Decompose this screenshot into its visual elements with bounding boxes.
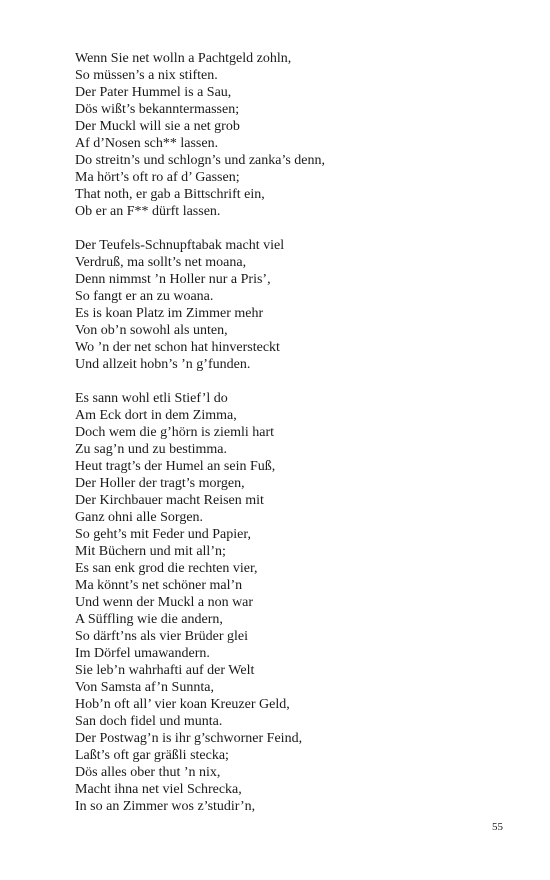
poem-line: Ma hört’s oft ro af d’ Gassen; xyxy=(75,170,240,185)
poem-line: Der Kirchbauer macht Reisen mit xyxy=(75,493,264,508)
poem-line: So müssen’s a nix stiften. xyxy=(75,68,218,83)
poem-line: So därft’ns als vier Brüder glei xyxy=(75,629,249,644)
stanza xyxy=(75,237,515,373)
poem-line: Im Dörfel umawandern. xyxy=(75,646,210,661)
poem-line: Ob er an F** dürft lassen. xyxy=(75,204,221,219)
poem-line: Und wenn der Muckl a non war xyxy=(75,595,254,610)
poem-line: Der Muckl will sie a net grob xyxy=(75,119,240,134)
poem-line: Zu sag’n und zu bestimma. xyxy=(75,442,228,457)
poem-line: So fangt er an zu woana. xyxy=(75,289,214,304)
poem-line: Dös alles ober thut ’n nix, xyxy=(75,765,221,780)
poem-line: That noth, er gab a Bittschrift ein, xyxy=(75,187,265,202)
poem-line: San doch fidel und munta. xyxy=(75,714,223,729)
poem-line: Der Holler der tragt’s morgen, xyxy=(75,476,245,491)
poem-line: Von Samsta af’n Sunnta, xyxy=(75,680,214,695)
poem-line: Af d’Nosen sch** lassen. xyxy=(75,136,219,151)
poem-line: Heut tragt’s der Humel an sein Fuß, xyxy=(75,459,276,474)
poem-line: Ma könnt’s net schöner mal’n xyxy=(75,578,243,593)
poem-line: Ganz ohni alle Sorgen. xyxy=(75,510,204,525)
stanza xyxy=(75,50,515,220)
poem-line: A Süffling wie die andern, xyxy=(75,612,223,627)
poem-line: Der Teufels-Schnupftabak macht viel xyxy=(75,238,285,253)
page-number: 55 xyxy=(492,821,503,833)
poem-line: Hob’n oft all’ vier koan Kreuzer Geld, xyxy=(75,697,290,712)
poem-line: Laßt’s oft gar gräßli stecka; xyxy=(75,748,229,763)
poem-line: Es sann wohl etli Stief’l do xyxy=(75,391,228,406)
stanza xyxy=(75,390,515,815)
poem-line: Verdruß, ma sollt’s net moana, xyxy=(75,255,247,270)
poem-line: Do streitn’s und schlogn’s und zanka’s denn, xyxy=(75,153,326,168)
poem-line: Dös wißt’s bekanntermassen; xyxy=(75,102,240,117)
poem-line: Es san enk grod die rechten vier, xyxy=(75,561,258,576)
poem-line: Am Eck dort in dem Zimma, xyxy=(75,408,237,423)
poem-text xyxy=(75,50,515,815)
poem-line: Von ob’n sowohl als unten, xyxy=(75,323,228,338)
poem-line: Wenn Sie net wolln a Pachtgeld zohln, xyxy=(75,51,292,66)
poem-line: In so an Zimmer wos z’studir’n, xyxy=(75,799,256,814)
poem-line: Doch wem die g’hörn is ziemli hart xyxy=(75,425,275,440)
poem-line: Und allzeit hobn’s ’n g’funden. xyxy=(75,357,251,372)
poem-line: Es is koan Platz im Zimmer mehr xyxy=(75,306,264,321)
poem-line: Sie leb’n wahrhafti auf der Welt xyxy=(75,663,255,678)
poem-line: Denn nimmst ’n Holler nur a Pris’, xyxy=(75,272,271,287)
poem-line: Wo ’n der net schon hat hinversteckt xyxy=(75,340,280,355)
poem-line: Der Postwag’n is ihr g’schworner Feind, xyxy=(75,731,303,746)
poem-line: Mit Büchern und mit all’n; xyxy=(75,544,226,559)
poem-line: So geht’s mit Feder und Papier, xyxy=(75,527,251,542)
poem-line: Macht ihna net viel Schrecka, xyxy=(75,782,242,797)
poem-line: Der Pater Hummel is a Sau, xyxy=(75,85,232,100)
